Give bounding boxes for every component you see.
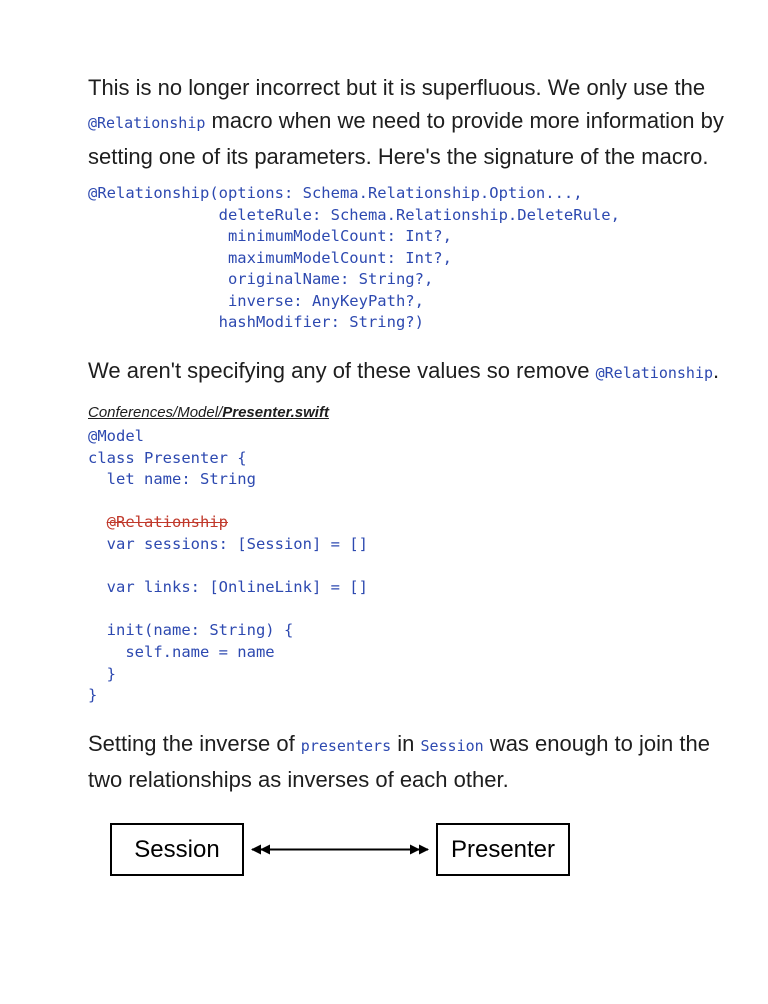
code-line: var sessions: [Session] = []	[88, 534, 368, 553]
arrowhead-left-inner	[260, 845, 270, 855]
code-line: }	[88, 686, 98, 705]
paragraph-inverse-text-2: in	[391, 731, 421, 756]
code-line: minimumModelCount: Int?,	[88, 227, 452, 245]
session-box-label: Session	[134, 835, 220, 863]
file-path-filename: Presenter.swift	[222, 404, 329, 421]
code-line: originalName: String?,	[88, 270, 434, 288]
code-line: @Relationship(options: Schema.Relationship.Option...,	[88, 184, 583, 202]
paragraph-inverse-line-2: two relationships as inverses of each other.	[88, 767, 509, 792]
paragraph-intro-line-3: setting one of its parameters. Here's the signature of the macro.	[88, 144, 709, 169]
code-line: maximumModelCount: Int?,	[88, 248, 452, 267]
inline-code-relationship: @Relationship	[595, 364, 714, 382]
inline-code-presenters: presenters	[300, 737, 392, 755]
paragraph-remove-end: .	[713, 358, 720, 383]
code-line: hashModifier: String?)	[88, 313, 424, 331]
paragraph-inverse-text-3: was enough to join the	[483, 731, 710, 756]
inline-code-session: Session	[420, 737, 484, 755]
code-line: init(name: String) {	[88, 621, 294, 640]
arrowhead-left-outer	[251, 845, 261, 855]
inline-code-relationship: @Relationship	[88, 114, 206, 132]
code-line: }	[88, 664, 116, 683]
code-line: class Presenter {	[88, 448, 247, 467]
code-line: var links: [OnlineLink] = []	[88, 578, 368, 597]
removed-relationship-macro: @Relationship	[106, 513, 228, 532]
arrowhead-right-outer	[419, 845, 429, 855]
paragraph-intro-line-1: This is no longer incorrect but it is superfluous. We only use the	[88, 75, 706, 100]
arrowhead-right-inner	[410, 845, 420, 855]
file-path-dirs: Conferences/Model/	[88, 404, 223, 421]
code-line: inverse: AnyKeyPath?,	[88, 291, 424, 310]
paragraph-inverse-text-1: Setting the inverse of	[88, 731, 301, 756]
code-line: let name: String	[88, 470, 256, 489]
presenter-box-label: Presenter	[450, 835, 556, 863]
paragraph-intro-line-2-text: macro when we need to provide more information by	[205, 108, 724, 133]
code-line: deleteRule: Schema.Relationship.DeleteRule,	[88, 205, 620, 224]
code-line: self.name = name	[88, 642, 275, 661]
code-line: @Model	[88, 427, 144, 445]
paragraph-remove-text: We aren't specifying any of these values so remove	[88, 358, 596, 383]
